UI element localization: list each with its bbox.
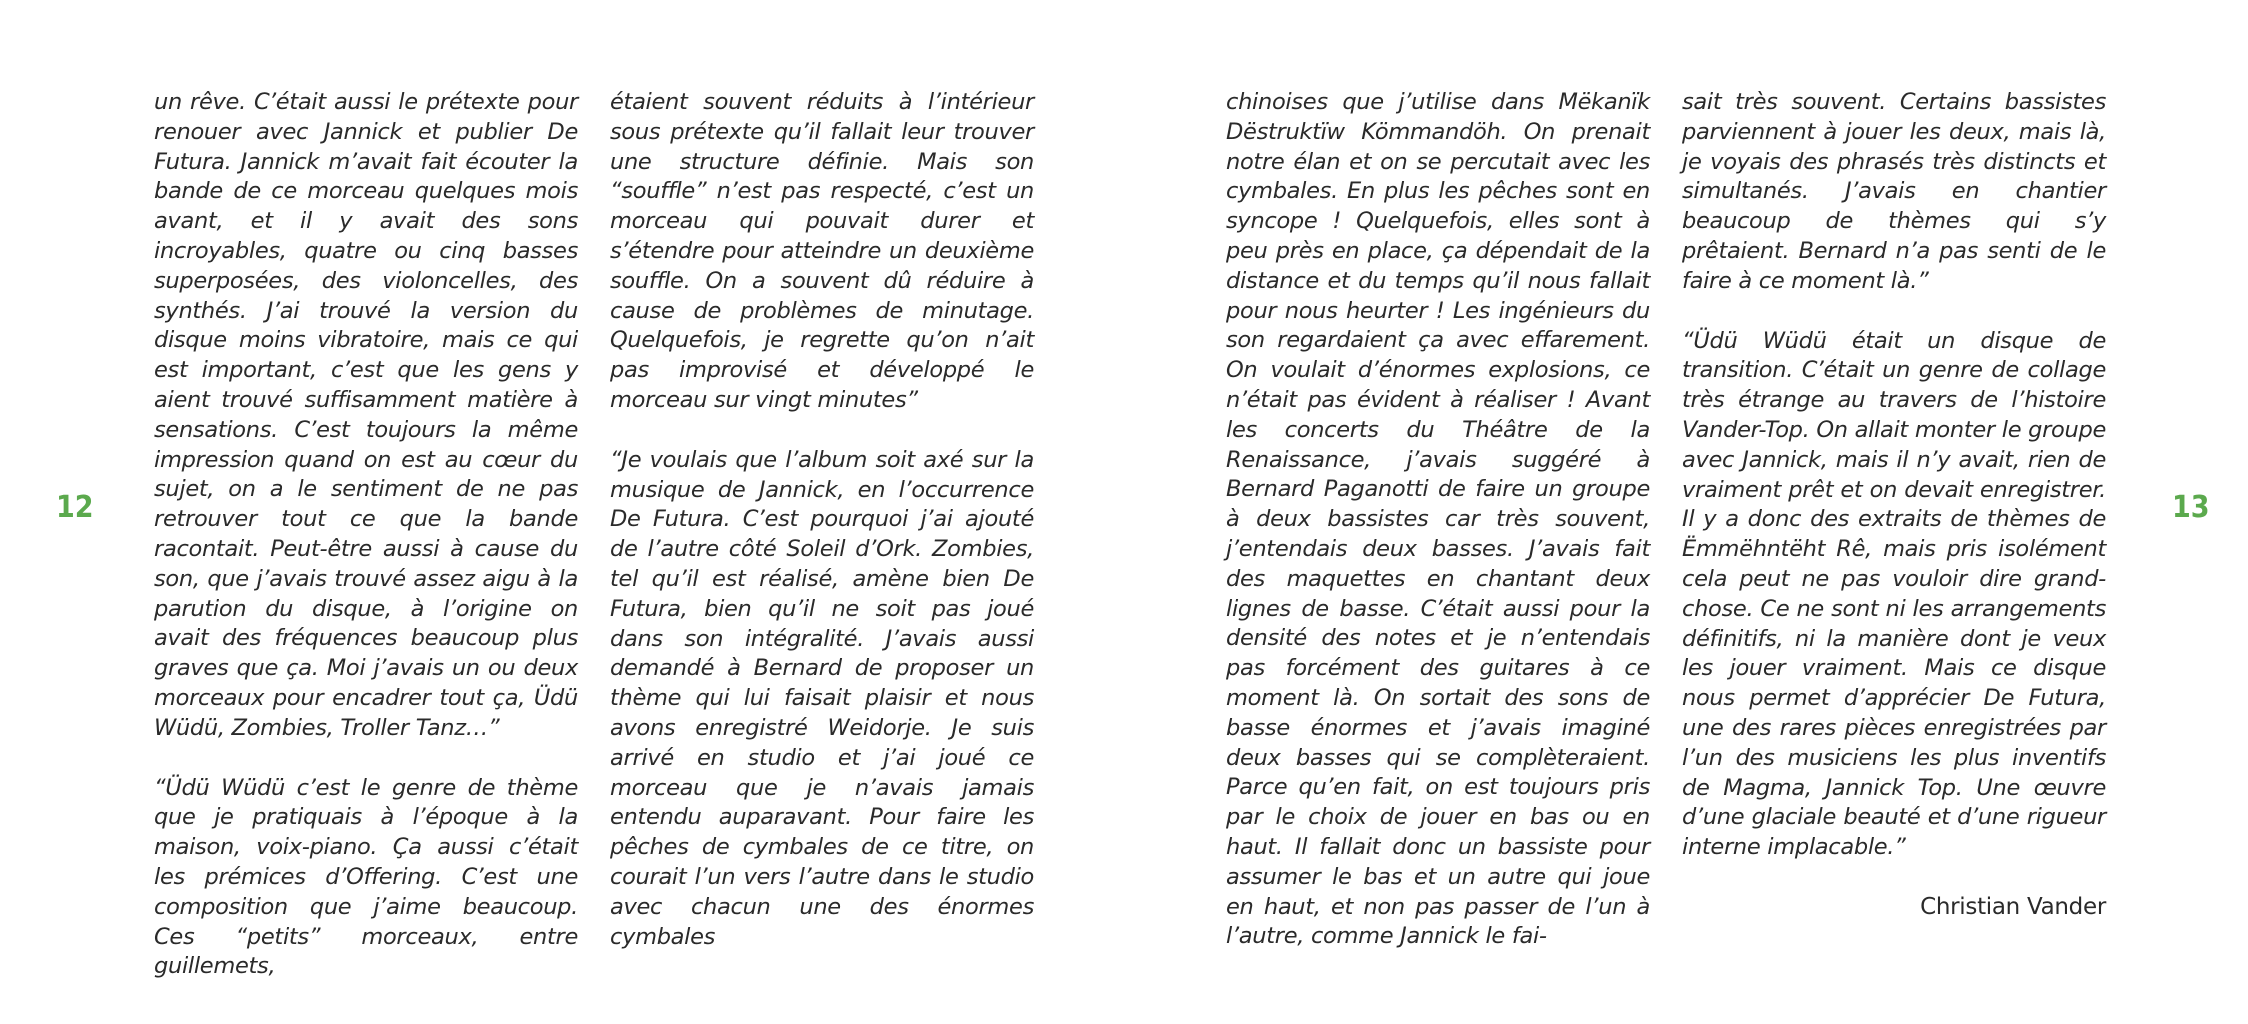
paragraph: étaient souvent réduits à l’intérieur sous prétexte qu’il fallait leur trouver une structure définie. Mais son “souffle” n’est pas respecté, c’est un morceau qui pouvait durer et s’étendre pour atteindre un deuxième souffle. On a souvent dû réduire à cause de problèmes de minutage. Quelquefois, je regrette qu’on n’ait pas improvisé et développé le morceau sur vingt minutes” bbox=[610, 89, 1034, 413]
paragraph: sait très souvent. Certains bassistes parviennent à jouer les deux, mais là, je voyais des phrasés très distincts et simultanés. J’avais en chantier beaucoup de thèmes qui s’y prêtaient. Bernard n’a pas senti de le faire à ce moment là.” bbox=[1682, 89, 2106, 294]
text-column-4 bbox=[1682, 88, 2106, 923]
author-signature: Christian Vander bbox=[1920, 893, 2106, 920]
text-column-3 bbox=[1226, 88, 1650, 952]
paragraph: un rêve. C’était aussi le prétexte pour renouer avec Jannick et publier De Futura. Jannick m’avait fait écouter la bande de ce morceau quelques mois avant, et il y avait des sons incroyables, quatre ou cinq basses superposées, des violoncelles, des synthés. J’ai trouvé la version du disque moins vibratoire, mais ce qui est important, c’est que les gens y aient trouvé suffisamment matière à sensations. C’est toujours la même impression quand on est au cœur du sujet, on a le sentiment de ne pas retrouver tout ce que la bande racontait. Peut-être aussi à cause du son, que j’avais trouvé assez aigu à la parution du disque, à l’origine on avait des fréquences beaucoup plus graves que ça. Moi j’avais un ou deux morceaux pour encadrer tout ça, Üdü Wüdü, Zombies, Troller Tanz…” bbox=[154, 89, 578, 741]
paragraph: “Je voulais que l’album soit axé sur la musique de Jannick, en l’occurrence De Futura. C’est pourquoi j’ai ajouté de l’autre côté Soleil d’Ork. Zombies, tel qu’il est réalisé, amène bien De Futura, bien qu’il ne soit pas joué dans son intégralité. J’avais aussi demandé à Bernard de proposer un thème qui lui faisait plaisir et nous avons enregistré Weidorje. Je suis arrivé en studio et j’ai joué ce morceau que je n’avais jamais entendu auparavant. Pour faire les pêches de cymbales de ce titre, on courait l’un vers l’autre dans le studio avec chacun une des énormes cymbales bbox=[610, 446, 1034, 950]
paragraph: “Üdü Wüdü était un disque de transition. C’était un genre de collage très étrange au travers de l’histoire Vander-Top. On allait monter le groupe avec Jannick, mais il n’y avait, rien de vraiment prêt et on devait enregistrer. Il y a donc des extraits de thèmes de Ëmmëhntëht Rê, mais pris isolément cela peut ne pas vouloir dire grand-chose. Ce ne sont ni les arrangements définitifs, ni la manière dont je veux les jouer vraiment. Mais ce disque nous permet d’apprécier De Futura, une des rares pièces enregistrées par l’un des musiciens les plus inventifs de Magma, Jannick Top. Une œuvre d’une glaciale beauté et d’une rigueur interne implacable.” bbox=[1682, 327, 2106, 861]
page-number-left: 12 bbox=[56, 490, 94, 525]
paragraph: “Üdü Wüdü c’est le genre de thème que je pratiquais à l’époque à la maison, voix-piano. Ça aussi c’était les prémices d’Offering. C’est une composition que j’aime beaucoup. Ces “petits” morceaux, entre guillemets, bbox=[154, 774, 578, 980]
text-column-2 bbox=[610, 88, 1034, 952]
page-number-right: 13 bbox=[2172, 490, 2210, 525]
text-column-1 bbox=[154, 88, 578, 982]
paragraph: chinoises que j’utilise dans Mëkanïk Dëstruktïw Kömmandöh. On prenait notre élan et on se percutait avec les cymbales. En plus les pêches sont en syncope ! Quelquefois, elles sont à peu près en place, ça dépendait de la distance et du temps qu’il nous fallait pour nous heurter ! Les ingénieurs du son regardaient ça avec effarement. On voulait d’énormes explosions, ce n’était pas évident à réaliser ! Avant les concerts du Théâtre de la Renaissance, j’avais suggéré à Bernard Paganotti de faire un groupe à deux bassistes car très souvent, j’entendais deux basses. J’avais fait des maquettes en chantant deux lignes de basse. C’était aussi pour la densité des notes et je n’entendais pas forcément des guitares à ce moment là. On sortait des sons de basse énormes et j’avais imaginé deux basses qui se complèteraient. Parce qu’en fait, on est toujours pris par le choix de jouer en bas ou en haut. Il fallait donc un bassiste pour assumer le bas et un autre qui joue en haut, et non pas passer de l’un à l’autre, comme Jannick le fai- bbox=[1226, 89, 1650, 950]
